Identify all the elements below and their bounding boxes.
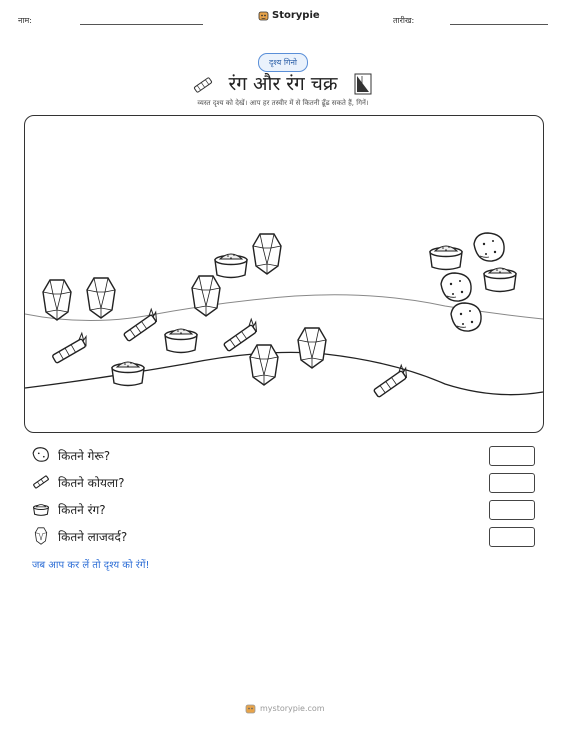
coloring-note: जब आप कर लें तो दृश्य को रंगें! [32, 560, 150, 571]
ochre-stone [474, 233, 504, 261]
ground-line [25, 352, 543, 394]
question-text: कितने गेरू? [58, 448, 111, 463]
color-swatch-icon [352, 72, 374, 96]
ochre-stone [451, 303, 481, 331]
footer-url[interactable]: mystorypie.com [260, 704, 325, 713]
storypie-mascot-icon [245, 703, 256, 714]
charcoal-stick [121, 308, 161, 341]
storypie-mascot-icon [258, 10, 269, 21]
charcoal-stick [221, 318, 261, 351]
scene-frame [24, 115, 544, 433]
brand-name: Storypie [272, 10, 320, 21]
charcoal-icon [32, 473, 50, 491]
question-text: कितने रंग? [58, 502, 106, 517]
lapis-stone [298, 328, 326, 368]
scene-illustration [25, 116, 543, 432]
brand-logo [258, 10, 320, 21]
question-row [32, 472, 125, 492]
lapis-stone [192, 276, 220, 316]
lapis-stone [250, 345, 278, 385]
ochre-icon [32, 446, 50, 464]
page-title: रंग और रंग चक्र [228, 73, 338, 95]
lapis-stone [253, 234, 281, 274]
name-field[interactable] [80, 24, 203, 25]
date-field[interactable] [450, 24, 548, 25]
lapis-stone [87, 278, 115, 318]
scene-count-badge: दृश्य गिनो [258, 53, 308, 72]
date-label: तारीख: [393, 16, 415, 25]
question-row [32, 499, 106, 519]
footer [245, 703, 325, 714]
charcoal-stick [50, 332, 91, 363]
answer-box[interactable] [489, 500, 535, 520]
paint-pot [112, 362, 144, 386]
paint-pot [215, 254, 247, 278]
answer-box[interactable] [489, 446, 535, 466]
lapis-icon [32, 527, 50, 545]
instructions: व्यस्त दृश्य को देखें। आप हर तस्वीर में से कितनी ढूँढ सकते हैं, गिनें। [197, 99, 369, 107]
answer-box[interactable] [489, 473, 535, 493]
answer-box[interactable] [489, 527, 535, 547]
paint-pot-icon [32, 500, 50, 518]
lapis-stone [43, 280, 71, 320]
ochre-stone [441, 273, 471, 301]
paint-pot [430, 246, 462, 270]
question-row [32, 526, 127, 546]
paint-pot [484, 268, 516, 292]
question-text: कितने कोयला? [58, 475, 125, 490]
paint-pot [165, 329, 197, 353]
question-text: कितने लाजवर्द? [58, 529, 128, 544]
name-label: नाम: [18, 16, 32, 25]
question-row [32, 445, 110, 465]
